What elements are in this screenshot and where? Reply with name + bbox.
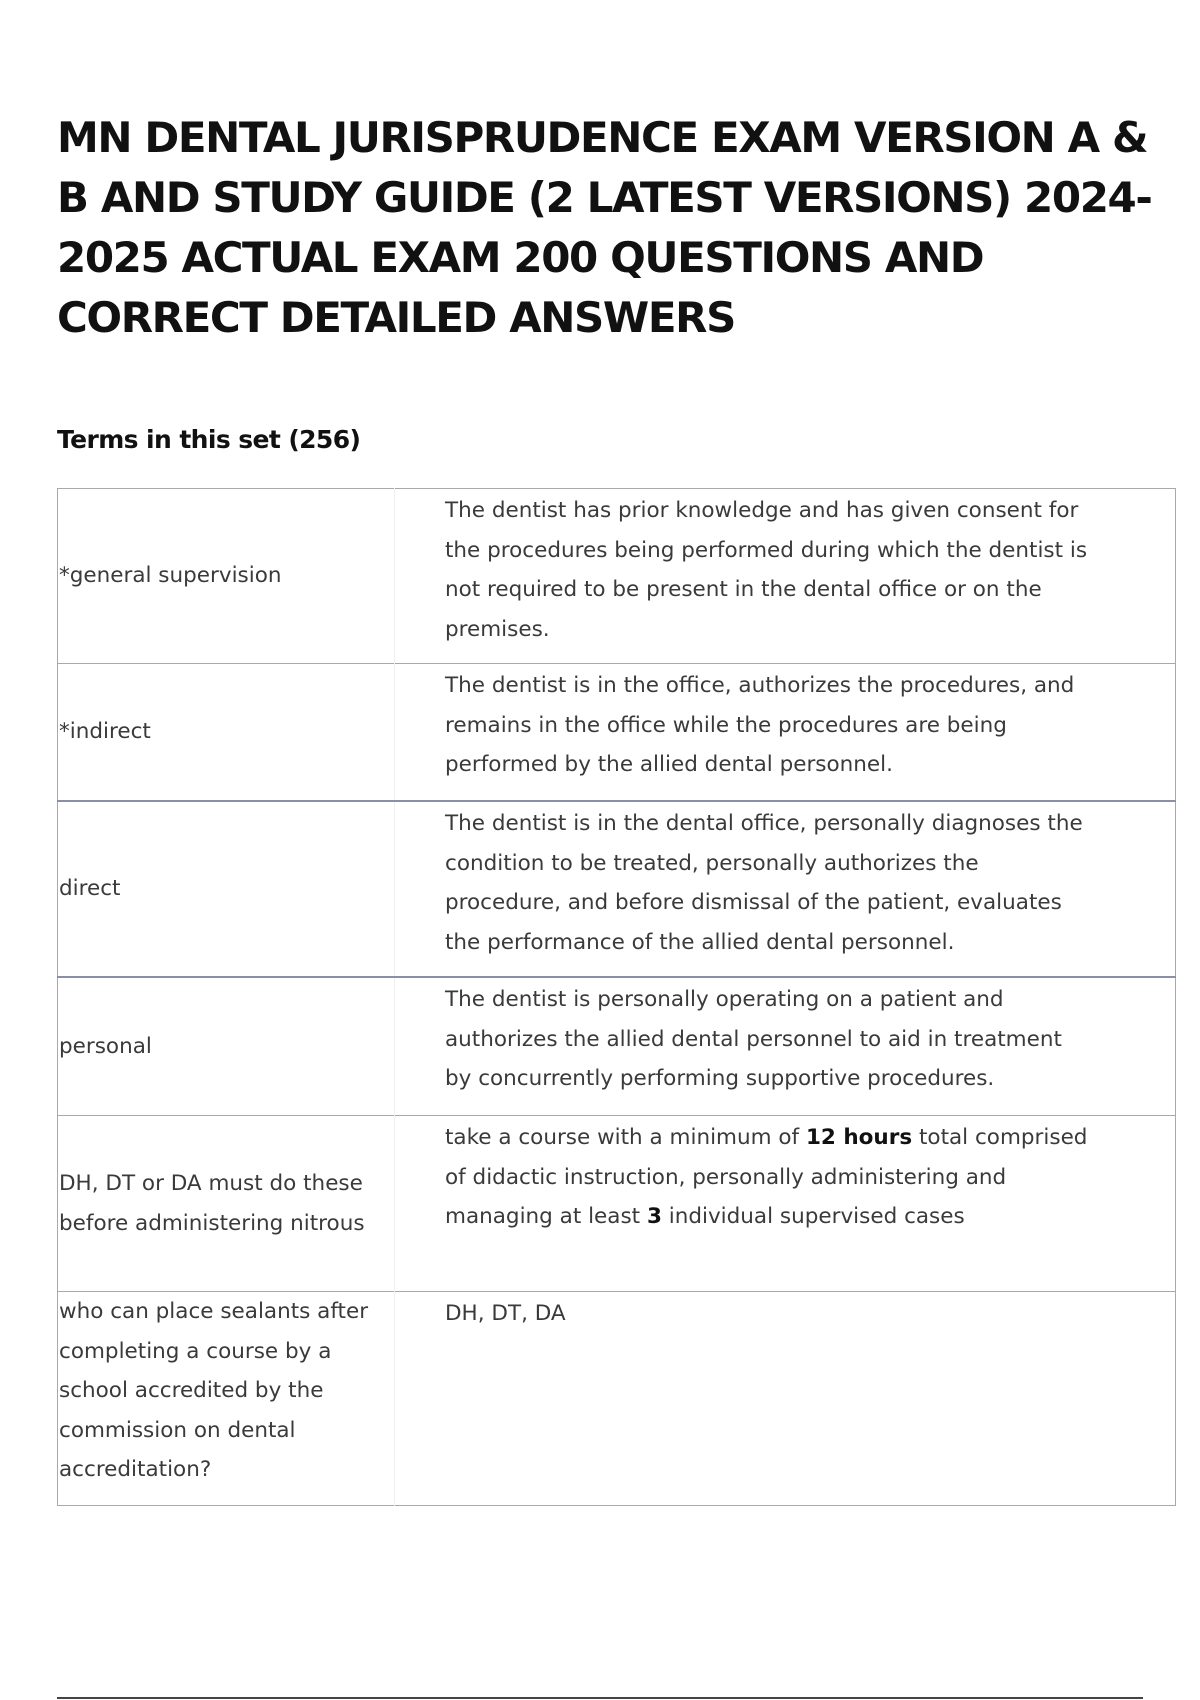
definition-text: DH, DT, DA <box>445 1301 566 1326</box>
definition-text-part: individual supervised cases <box>661 1204 965 1229</box>
definition-text: The dentist is in the dental office, personally diagnoses the condition to be treated, personally authorizes the procedure, and before dismissal of the patient, evaluates the performance of the allied dental personnel. <box>445 811 1083 955</box>
table-row <box>58 801 1176 977</box>
table-row <box>58 1116 1176 1292</box>
page-title: MN DENTAL JURISPRUDENCE EXAM VERSION A & B AND STUDY GUIDE (2 LATEST VERSIONS) 2024-2025 ACTUAL EXAM 200 QUESTIONS AND CORRECT DETAILED ANSWERS <box>57 113 1152 342</box>
term-text: *indirect <box>59 719 151 745</box>
term-text: direct <box>59 876 121 902</box>
definition-cell <box>395 664 1176 802</box>
terms-table <box>57 488 1176 1506</box>
term-text: *general supervision <box>59 563 282 589</box>
term-text: personal <box>59 1033 152 1059</box>
definition-text: The dentist is in the office, authorizes the procedures, and remains in the office while the procedures are being performed by the allied dental personnel. <box>445 673 1075 777</box>
definition-cell <box>395 801 1176 977</box>
definition-cell <box>395 1116 1176 1292</box>
term-text: who can place sealants after completing a course by a school accredited by the commission on dental accreditation? <box>59 1299 369 1482</box>
definition-emphasis: 3 <box>646 1204 662 1229</box>
definition-cell <box>395 489 1176 664</box>
definition-text: The dentist has prior knowledge and has given consent for the procedures being performed during which the dentist is not required to be present in the dental office or on the premises. <box>445 498 1088 642</box>
term-cell <box>58 1116 395 1292</box>
term-cell <box>58 489 395 664</box>
table-row <box>58 1292 1176 1506</box>
definition-emphasis: 12 hours <box>805 1125 913 1150</box>
term-cell <box>58 1292 395 1506</box>
terms-count-heading: Terms in this set (256) <box>57 425 361 454</box>
definition-cell <box>395 1292 1176 1506</box>
term-cell <box>58 801 395 977</box>
table-row <box>58 977 1176 1116</box>
definition-text: The dentist is personally operating on a patient and authorizes the allied dental personnel to aid in treatment by concurrently performing supportive procedures. <box>445 987 1062 1091</box>
term-cell <box>58 977 395 1116</box>
definition-text <box>395 1116 1175 1241</box>
definition-text-part: take a course with a minimum of <box>445 1125 806 1150</box>
term-text: DH, DT or DA must do these before administering nitrous <box>59 1171 365 1236</box>
definition-text-part: total comprised of didactic instruction, personally administering and managing at least <box>445 1125 1088 1229</box>
page-divider <box>57 1697 1143 1699</box>
table-row <box>58 664 1176 802</box>
definition-cell <box>395 977 1176 1116</box>
table-row <box>58 489 1176 664</box>
term-cell <box>58 664 395 802</box>
